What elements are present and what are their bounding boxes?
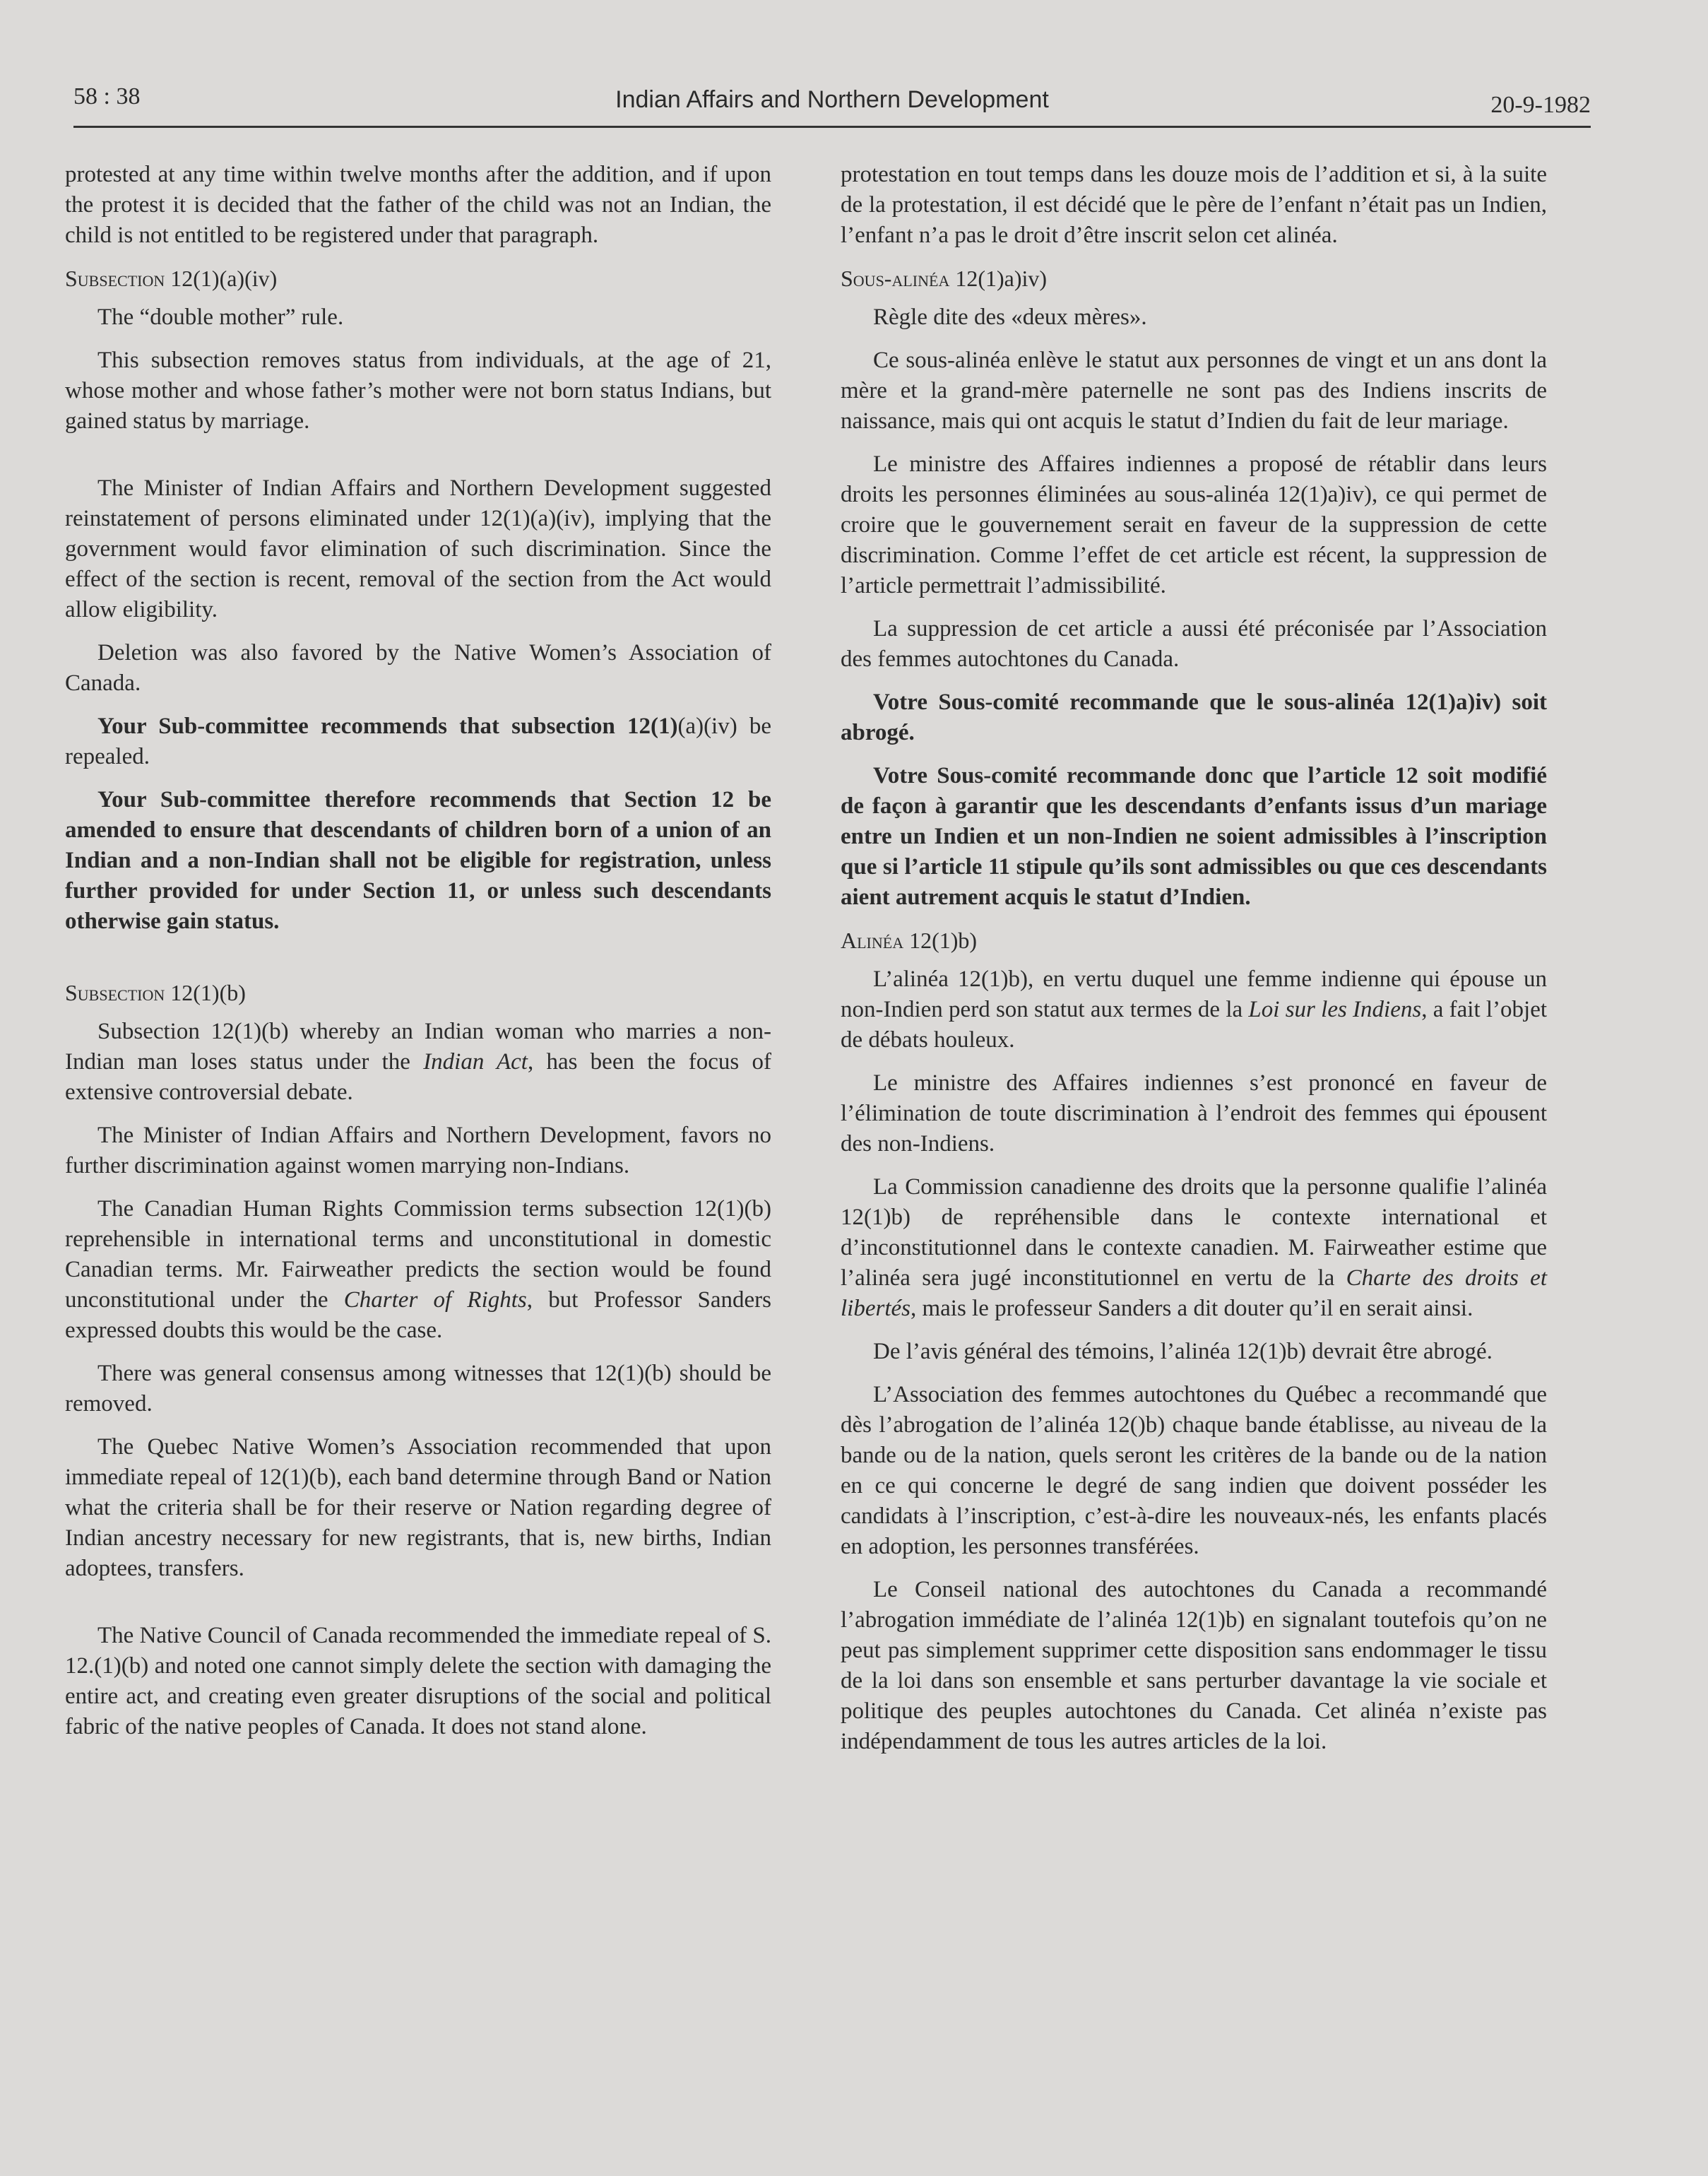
paragraph: Le ministre des Affaires indiennes a proposé de rétablir dans leurs droits les personnes éliminées au sous-alinéa 12(1)a)iv), ce qui permet de croire que le gouvernement serait en faveur de la suppression de cette discrimination. Comme l’effet de cet article est récent, la suppression de l’article permettrait l’admissibilité. [841, 451, 1547, 598]
recommendation: Your Sub-committee recommends that subsection 12(1)(a)(iv) be repealed. [65, 714, 771, 769]
section-heading [65, 978, 771, 1008]
heading-label: Subsection [65, 980, 165, 1005]
recommendation: Votre Sous-comité recommande donc que l’article 12 soit modifié de façon à garantir que les descendants d’enfants issus d’un mariage entre un Indien et un non-Indien ne soient admissibles à l’inscription que si l’article 11 stipule qu’ils sont admissibles ou que ces descendants aient autrement acquis le statut d’Indien. [841, 763, 1547, 910]
section-heading [65, 264, 771, 294]
paragraph: Règle dite des «deux mères». [873, 304, 1147, 330]
paragraph: Deletion was also favored by the Native Women’s Association of Canada. [65, 640, 771, 696]
running-title: Indian Affairs and Northern Development [615, 86, 1049, 113]
page-number: 58 : 38 [73, 83, 141, 110]
heading-ref: 12(1)(a)(iv) [170, 266, 278, 291]
paragraph: The Native Council of Canada recommended the immediate repeal of S. 12.(1)(b) and noted one cannot simply delete the section with damaging the entire act, and creating even greater disruptions of the social and political fabric of the native peoples of Canada. It does not stand alone. [65, 1623, 771, 1739]
heading-ref: 12(1)(b) [170, 980, 246, 1005]
english-column [65, 160, 771, 1755]
heading-ref: 12(1)b) [909, 928, 978, 953]
heading-label: Sous-alinéa [841, 266, 950, 291]
section-heading [841, 926, 1547, 956]
paragraph: protested at any time within twelve months after the addition, and if upon the protest it is decided that the father of the child was not an Indian, the child is not entitled to be registered under that paragraph. [65, 162, 771, 248]
french-column [841, 160, 1547, 1770]
paragraph: L’alinéa 12(1)b), en vertu duquel une femme indienne qui épouse un non-Indien perd son statut aux termes de la Loi sur les Indiens, a fait l’objet de débats houleux. [841, 966, 1548, 1053]
recommendation: Votre Sous-comité recommande que le sous-alinéa 12(1)a)iv) soit abrogé. [841, 690, 1547, 745]
paragraph: Subsection 12(1)(b) whereby an Indian woman who marries a non-Indian man loses status under the Indian Act, has been the focus of extensive controversial debate. [65, 1019, 771, 1105]
paragraph: L’Association des femmes autochtones du Québec a recommandé que dès l’abrogation de l’alinéa 12()b) chaque bande établisse, au niveau de la bande ou de la nation, quels seront les critères de la bande ou de la nation en ce qui concerne le degré de sang indien que doivent posséder les candidats à l’inscription, c’est-à-dire les nouveaux-nés, les enfants placés en adoption, les personnes transférées. [841, 1382, 1547, 1559]
paragraph: There was general consensus among witnesses that 12(1)(b) should be removed. [65, 1361, 771, 1417]
page-date: 20-9-1982 [1490, 92, 1591, 118]
paragraph: De l’avis général des témoins, l’alinéa 12(1)b) devrait être abrogé. [873, 1339, 1493, 1364]
recommendation: Your Sub-committee therefore recommends that Section 12 be amended to ensure that descendants of children born of a union of an Indian and a non-Indian shall not be eligible for registration, unless further provided for under Section 11, or unless such descendants otherwise gain status. [65, 787, 771, 934]
section-heading [841, 264, 1547, 294]
paragraph: The Minister of Indian Affairs and Northern Development, favors no further discrimination against women marrying non-Indians. [65, 1123, 771, 1178]
paragraph: The “double mother” rule. [97, 304, 344, 330]
paragraph: Le Conseil national des autochtones du Canada a recommandé l’abrogation immédiate de l’alinéa 12(1)b) en signalant toutefois qu’on ne peut pas simplement supprimer cette disposition sans endommager le tissu de la loi dans son ensemble et sans perturber davantage la vie sociale et politique des peuples autochtones du Canada. Cet alinéa n’existe pas indépendamment de tous les autres articles de la loi. [841, 1577, 1547, 1754]
paragraph: La Commission canadienne des droits que la personne qualifie l’alinéa 12(1)b) de repréhensible dans le contexte international et d’inconstitutionnel dans le contexte canadien. M. Fairweather estime que l’alinéa sera jugé inconstitutionnel en vertu de la Charte des droits et libertés, mais le professeur Sanders a dit douter qu’il en serait ainsi. [841, 1174, 1548, 1321]
heading-label: Subsection [65, 266, 165, 291]
paragraph: La suppression de cet article a aussi été préconisée par l’Association des femmes autochtones du Canada. [841, 616, 1547, 672]
paragraph: The Minister of Indian Affairs and Northern Development suggested reinstatement of persons eliminated under 12(1)(a)(iv), implying that the government would favor elimination of such discrimination. Since the effect of the section is recent, removal of the section from the Act would allow eligibility. [65, 475, 771, 622]
paragraph: Ce sous-alinéa enlève le statut aux personnes de vingt et un ans dont la mère et la grand-mère paternelle ne sont pas des Indiens inscrits de naissance, mais qui ont acquis le statut d’Indien du fait de leur mariage. [841, 348, 1547, 434]
paragraph: Le ministre des Affaires indiennes s’est prononcé en faveur de l’élimination de toute discrimination à l’endroit des femmes qui épousent des non-Indiens. [841, 1070, 1547, 1157]
paragraph: The Canadian Human Rights Commission terms subsection 12(1)(b) reprehensible in international terms and unconstitutional in domestic Canadian terms. Mr. Fairweather predicts the section would be found unconstitutional under the Charter of Rights, but Professor Sanders expressed doubts this would be the case. [65, 1196, 771, 1343]
heading-label: Alinéa [841, 928, 904, 953]
paragraph: This subsection removes status from individuals, at the age of 21, whose mother and whose father’s mother were not born status Indians, but gained status by marriage. [65, 348, 771, 434]
paragraph: protestation en tout temps dans les douze mois de l’addition et si, à la suite de la protestation, il est décidé que le père de l’enfant n’était pas un Indien, l’enfant n’a pas le droit d’être inscrit selon cet alinéa. [841, 162, 1547, 248]
heading-ref: 12(1)a)iv) [955, 266, 1048, 291]
paragraph: The Quebec Native Women’s Association recommended that upon immediate repeal of 12(1)(b), each band determine through Band or Nation what the criteria shall be for their reserve or Nation regarding degree of Indian ancestry necessary for new registrants, that is, new births, Indian adoptees, transfers. [65, 1434, 771, 1581]
page-header [73, 83, 1591, 128]
